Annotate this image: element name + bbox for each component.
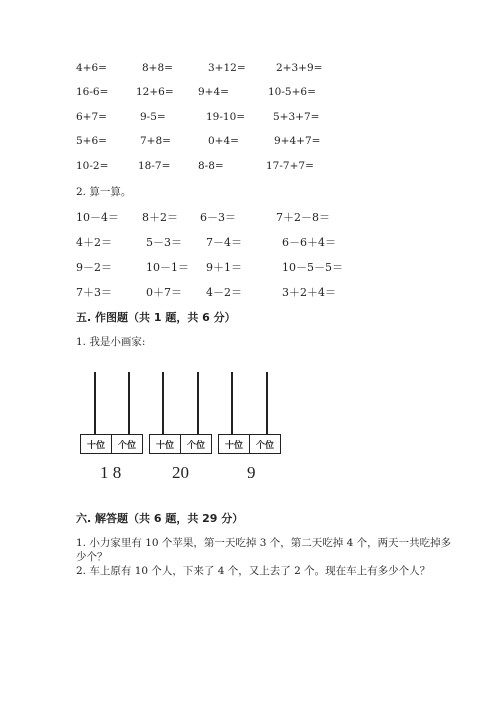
- abacus-rod-ones: [266, 372, 268, 434]
- exercise-item: 10-2=: [76, 160, 109, 172]
- section-6-heading: 六. 解答题（共 6 题，共 29 分）: [76, 512, 244, 525]
- exercise-item: 4+6=: [76, 62, 107, 74]
- exercise-item: 7－4＝: [206, 236, 242, 249]
- exercise-item: 9-5=: [140, 111, 166, 123]
- section-5-question-1: 1. 我是小画家:: [76, 336, 146, 348]
- abacus-rod-tens: [231, 372, 233, 434]
- place-value-box: [80, 434, 143, 454]
- place-value-box: [149, 434, 212, 454]
- abacus-number-3: 9: [247, 463, 256, 482]
- exercise-item: 5－3＝: [146, 236, 182, 249]
- exercise-item: 0＋7＝: [146, 286, 182, 299]
- exercise-item: 7＋2－8＝: [276, 211, 330, 224]
- exercise-item: 0+4=: [208, 135, 239, 147]
- exercise-item: 9+4=: [198, 86, 229, 98]
- exercise-item: 18-7=: [138, 160, 171, 172]
- section-6-question-1-line-1: 1. 小力家里有 10 个苹果，第一天吃掉 3 个，第二天吃掉 4 个，两天一共吃掉多: [76, 537, 452, 549]
- tens-place-label: 十位: [155, 440, 174, 451]
- abacus-number-1: 1 8: [100, 463, 122, 482]
- exercise-item: 5+6=: [76, 135, 107, 147]
- exercise-item: 5+3+7=: [273, 111, 320, 123]
- abacus-1: [80, 372, 143, 454]
- exercise-item: 8+8=: [142, 62, 173, 74]
- exercise-item: 12+6=: [136, 86, 174, 98]
- tens-place-label: 十位: [224, 440, 243, 451]
- section-6-question-2: 2. 车上原有 10 个人，下来了 4 个，又上去了 2 个。现在车上有多少个人？: [76, 565, 431, 577]
- abacus-3: [218, 372, 281, 454]
- abacus-rod-ones: [128, 372, 130, 434]
- section-5-heading: 五. 作图题（共 1 题，共 6 分）: [76, 311, 236, 324]
- abacus-2: [149, 372, 212, 454]
- abacus-number-2: 20: [172, 463, 189, 482]
- exercise-item: 6+7=: [76, 111, 107, 123]
- exercise-item: 16-6=: [76, 86, 109, 98]
- abacus-rod-ones: [197, 372, 199, 434]
- exercise-item: 9+4+7=: [274, 135, 321, 147]
- place-value-box: [218, 434, 281, 454]
- abacus-rod-tens: [162, 372, 164, 434]
- abacus-rod-tens: [94, 372, 96, 434]
- exercise-item: 2+3+9=: [276, 62, 323, 74]
- ones-place-label: 个位: [111, 435, 142, 453]
- exercise-item: 10－5－5＝: [282, 261, 343, 274]
- exercise-item: 7＋3＝: [76, 286, 112, 299]
- exercise-item: 8＋2＝: [142, 211, 178, 224]
- exercise-item: 9－2＝: [76, 261, 112, 274]
- exercise-item: 8-8=: [198, 160, 224, 172]
- exercise-item: 19-10=: [206, 111, 246, 123]
- ones-place-label: 个位: [249, 435, 280, 453]
- exercise-item: 17-7+7=: [266, 160, 314, 172]
- exercise-item: 10-5+6=: [268, 86, 316, 98]
- exercise-item: 4－2＝: [206, 286, 242, 299]
- exercise-item: 9＋1＝: [206, 261, 242, 274]
- tens-place-label: 十位: [86, 440, 105, 451]
- question-2-label: 2. 算一算。: [76, 186, 132, 198]
- exercise-item: 4＋2＝: [76, 236, 112, 249]
- section-6-question-1-line-2: 少个？: [76, 551, 108, 563]
- exercise-item: 6－6＋4＝: [282, 236, 336, 249]
- exercise-item: 7+8=: [140, 135, 171, 147]
- exercise-item: 6－3＝: [200, 211, 236, 224]
- exercise-item: 3＋2＋4＝: [282, 286, 336, 299]
- exercise-item: 10－1＝: [146, 261, 189, 274]
- exercise-item: 3+12=: [208, 62, 246, 74]
- ones-place-label: 个位: [180, 435, 211, 453]
- exercise-item: 10－4＝: [76, 211, 119, 224]
